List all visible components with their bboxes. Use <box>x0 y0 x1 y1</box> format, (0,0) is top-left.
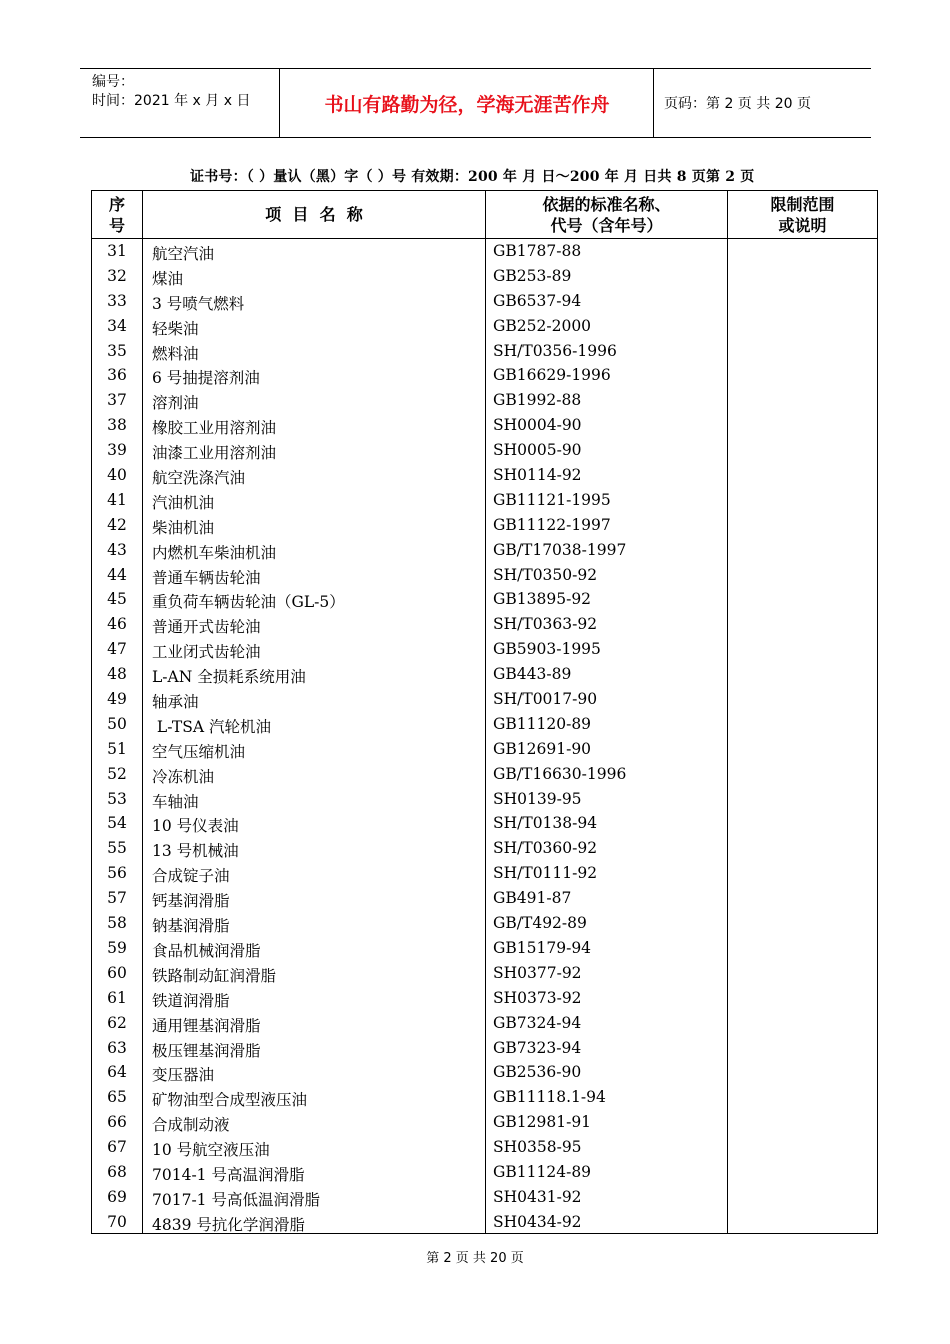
row-number: 54 <box>107 814 127 833</box>
standard-code: GB/T492-89 <box>493 914 587 933</box>
standard-code: SH/T0356-1996 <box>493 341 617 360</box>
table-row <box>92 587 877 612</box>
header-limit: 限制范围 或说明 <box>770 194 835 235</box>
item-name: 合成锭子油 <box>152 867 230 886</box>
header-name: 项 目 名 称 <box>265 205 363 224</box>
table-row <box>92 239 877 264</box>
standard-code: SH/T0111-92 <box>493 864 598 883</box>
row-number: 53 <box>107 789 127 808</box>
standard-code: GB11121-1995 <box>493 490 611 509</box>
row-number: 42 <box>107 515 127 534</box>
item-name: 铁路制动缸润滑脂 <box>152 966 277 985</box>
standard-code: GB13895-92 <box>493 590 592 609</box>
table-row <box>92 1060 877 1085</box>
table-row <box>92 836 877 861</box>
row-number: 62 <box>107 1013 127 1032</box>
item-name: 10 号仪表油 <box>152 817 239 836</box>
standard-code: GB11122-1997 <box>493 515 611 534</box>
standard-code: GB12981-91 <box>493 1113 592 1132</box>
table-row <box>92 986 877 1011</box>
standard-code: GB6537-94 <box>493 291 582 310</box>
item-name: 13 号机械油 <box>152 842 239 861</box>
row-number: 39 <box>107 441 127 460</box>
item-name: 4839 号抗化学润滑脂 <box>152 1215 305 1234</box>
item-name: 轻柴油 <box>152 319 199 338</box>
item-name: L-AN 全损耗系统用油 <box>152 668 306 687</box>
item-name: 通用锂基润滑脂 <box>152 1016 261 1035</box>
item-name: 极压锂基润滑脂 <box>152 1041 261 1060</box>
row-number: 38 <box>107 416 127 435</box>
standard-code: GB16629-1996 <box>493 366 611 385</box>
table-row <box>92 712 877 737</box>
table-row <box>92 488 877 513</box>
standard-code: GB/T17038-1997 <box>493 540 627 559</box>
standard-code: SH/T0360-92 <box>493 839 598 858</box>
item-name: 3 号喷气燃料 <box>152 294 245 313</box>
row-number: 66 <box>107 1113 127 1132</box>
item-name: 煤油 <box>152 269 184 288</box>
certificate-line: 证书号：（ ）量认（黑）字（ ）号 有效期：200 年 月 日～200 年 月 日共 8 页第 2 页 <box>190 169 755 185</box>
item-name: 10 号航空液压油 <box>152 1141 270 1160</box>
table-row <box>92 886 877 911</box>
standard-code: GB252-2000 <box>493 316 592 335</box>
table-row <box>92 289 877 314</box>
table-body <box>92 239 877 1235</box>
item-name: 工业闭式齿轮油 <box>152 643 261 662</box>
item-name: 合成制动液 <box>152 1116 230 1135</box>
table-header <box>92 191 877 239</box>
table-row <box>92 662 877 687</box>
header-no: 序 号 <box>108 194 125 235</box>
item-name: L-TSA 汽轮机油 <box>152 717 271 736</box>
row-number: 49 <box>107 690 127 709</box>
table-row <box>92 438 877 463</box>
item-name: 汽油机油 <box>152 493 215 512</box>
row-number: 60 <box>107 963 127 982</box>
standard-code: GB12691-90 <box>493 739 592 758</box>
row-number: 43 <box>107 540 127 559</box>
table-row <box>92 1085 877 1110</box>
standard-code: SH0358-95 <box>493 1138 582 1157</box>
standard-code: SH0139-95 <box>493 789 582 808</box>
date-line: 时间：2021 年 x 月 x 日 <box>92 93 251 109</box>
item-name: 食品机械润滑脂 <box>152 941 261 960</box>
row-number: 47 <box>107 640 127 659</box>
table-row <box>92 1135 877 1160</box>
table-row <box>92 1160 877 1185</box>
table-row <box>92 388 877 413</box>
row-number: 44 <box>107 565 127 584</box>
table-row <box>92 1110 877 1135</box>
item-name: 溶剂油 <box>152 394 199 413</box>
header-standard: 依据的标准名称、 代号（含年号） <box>542 194 671 235</box>
table-row <box>92 264 877 289</box>
item-name: 钙基润滑脂 <box>152 892 230 911</box>
row-number: 57 <box>107 889 127 908</box>
standard-code: GB491-87 <box>493 889 572 908</box>
row-number: 35 <box>107 341 127 360</box>
table-row <box>92 737 877 762</box>
standard-code: SH0377-92 <box>493 963 582 982</box>
row-number: 70 <box>107 1212 127 1231</box>
header-meta <box>80 69 280 137</box>
item-name: 车轴油 <box>152 792 199 811</box>
table-row <box>92 538 877 563</box>
row-number: 61 <box>107 988 127 1007</box>
standard-code: SH/T0138-94 <box>493 814 598 833</box>
item-name: 普通车辆齿轮油 <box>152 568 261 587</box>
table-row <box>92 961 877 986</box>
standard-code: GB1787-88 <box>493 242 582 260</box>
row-number: 64 <box>107 1063 127 1082</box>
table-row <box>92 637 877 662</box>
row-number: 34 <box>107 316 127 335</box>
table-row <box>92 787 877 812</box>
row-number: 41 <box>107 490 127 509</box>
table-row <box>92 612 877 637</box>
table-row <box>92 1036 877 1061</box>
row-number: 50 <box>107 714 127 733</box>
row-number: 36 <box>107 366 127 385</box>
item-name: 航空汽油 <box>152 245 215 263</box>
row-number: 31 <box>107 242 127 260</box>
item-name: 普通开式齿轮油 <box>152 618 261 637</box>
standard-code: GB1992-88 <box>493 391 582 410</box>
item-name: 内燃机车柴油机油 <box>152 543 277 562</box>
row-number: 67 <box>107 1138 127 1157</box>
item-name: 钠基润滑脂 <box>152 917 230 936</box>
item-name: 轴承油 <box>152 693 199 712</box>
row-number: 33 <box>107 291 127 310</box>
row-number: 40 <box>107 466 127 485</box>
standard-code: GB7324-94 <box>493 1013 582 1032</box>
standard-code: GB11124-89 <box>493 1162 592 1181</box>
row-number: 48 <box>107 665 127 684</box>
number-label: 编号： <box>92 74 134 90</box>
item-name: 橡胶工业用溶剂油 <box>152 419 277 438</box>
page-header <box>80 68 871 138</box>
row-number: 37 <box>107 391 127 410</box>
table-row <box>92 762 877 787</box>
standard-code: GB11120-89 <box>493 714 592 733</box>
table-row <box>92 1011 877 1036</box>
standard-code: GB5903-1995 <box>493 640 601 659</box>
row-number: 45 <box>107 590 127 609</box>
item-name: 空气压缩机油 <box>152 742 246 761</box>
item-name: 燃料油 <box>152 344 199 363</box>
item-name: 冷冻机油 <box>152 767 215 786</box>
item-name: 变压器油 <box>152 1066 215 1085</box>
table-row <box>92 563 877 588</box>
row-number: 68 <box>107 1162 127 1181</box>
standard-code: SH0005-90 <box>493 441 582 460</box>
standard-code: SH0004-90 <box>493 416 582 435</box>
standard-code: GB253-89 <box>493 266 572 285</box>
item-name: 航空洗涤汽油 <box>152 469 246 488</box>
table-row <box>92 413 877 438</box>
item-name: 铁道润滑脂 <box>152 991 230 1010</box>
table-row <box>92 811 877 836</box>
standard-code: GB/T16630-1996 <box>493 764 627 783</box>
table-row <box>92 339 877 364</box>
item-name: 7014-1 号高温润滑脂 <box>152 1165 305 1184</box>
standards-table <box>91 190 878 1234</box>
standard-code: GB7323-94 <box>493 1038 582 1057</box>
table-row <box>92 314 877 339</box>
row-number: 59 <box>107 938 127 957</box>
header-motto: 书山有路勤为径，学海无涯苦作舟 <box>281 69 654 137</box>
row-number: 32 <box>107 266 127 285</box>
row-number: 56 <box>107 864 127 883</box>
standard-code: SH/T0363-92 <box>493 615 598 634</box>
table-row <box>92 1185 877 1210</box>
row-number: 58 <box>107 914 127 933</box>
table-row <box>92 463 877 488</box>
standard-code: GB11118.1-94 <box>493 1088 606 1107</box>
table-row <box>92 363 877 388</box>
table-row <box>92 513 877 538</box>
standard-code: GB443-89 <box>493 665 572 684</box>
row-number: 55 <box>107 839 127 858</box>
table-row <box>92 861 877 886</box>
item-name: 柴油机油 <box>152 518 215 537</box>
header-page-info: 页码：第 2 页 共 20 页 <box>664 96 811 112</box>
standard-code: SH/T0350-92 <box>493 565 598 584</box>
row-number: 46 <box>107 615 127 634</box>
standard-code: GB2536-90 <box>493 1063 582 1082</box>
table-row <box>92 687 877 712</box>
row-number: 69 <box>107 1187 127 1206</box>
table-row <box>92 1210 877 1235</box>
row-number: 52 <box>107 764 127 783</box>
table-row <box>92 936 877 961</box>
standard-code: SH0373-92 <box>493 988 582 1007</box>
row-number: 63 <box>107 1038 127 1057</box>
row-number: 65 <box>107 1088 127 1107</box>
item-name: 6 号抽提溶剂油 <box>152 369 260 388</box>
row-number: 51 <box>107 739 127 758</box>
table-row <box>92 911 877 936</box>
standard-code: SH0114-92 <box>493 466 582 485</box>
item-name: 重负荷车辆齿轮油（GL-5） <box>152 593 345 612</box>
standard-code: GB15179-94 <box>493 938 592 957</box>
page-footer: 第 2 页 共 20 页 <box>426 1251 524 1266</box>
item-name: 矿物油型合成型液压油 <box>152 1091 308 1110</box>
standard-code: SH0431-92 <box>493 1187 582 1206</box>
standard-code: SH/T0017-90 <box>493 690 598 709</box>
standard-code: SH0434-92 <box>493 1212 582 1231</box>
item-name: 油漆工业用溶剂油 <box>152 444 277 463</box>
item-name: 7017-1 号高低温润滑脂 <box>152 1190 320 1209</box>
